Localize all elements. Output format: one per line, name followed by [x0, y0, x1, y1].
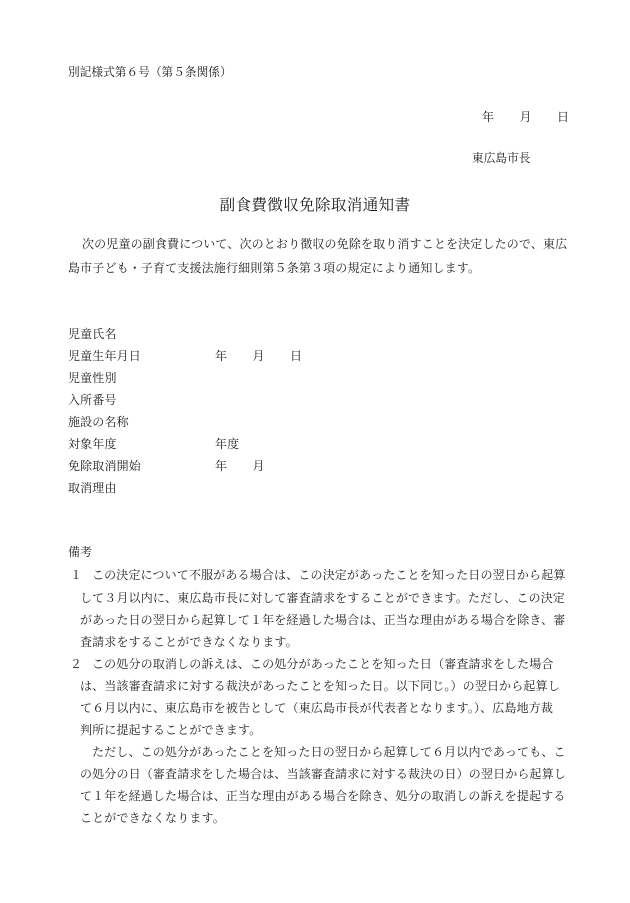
remark-line: この処分の取消しの訴えは、この処分があったことを知った日（審査請求をした場合 [92, 657, 554, 671]
remark-line: して３月以内に、東広島市長に対して審査請求をすることができます。ただし、この決定 [80, 591, 566, 605]
remark-number: ２ [70, 657, 83, 671]
field-label-gender: 児童性別 [68, 371, 117, 385]
intro-line: 島市子ども・子育て支援法施行細則第５条第３項の規定により通知します。 [68, 261, 481, 275]
remark-line: この決定について不服がある場合は、この決定があったことを知った日の翌日から起算 [92, 568, 566, 582]
issuer: 東広島市長 [472, 151, 531, 165]
remark-line: は、当該審査請求に対する裁決があったことを知った日。以下同じ。）の翌日から起算し [80, 679, 560, 693]
remark-line: て６月以内に、東広島市を被告として（東広島市長が代表者となります。）、広島地方裁 [80, 701, 554, 715]
field-label-target-year: 対象年度 [68, 437, 117, 451]
date-line: 年 月 日 [482, 110, 570, 124]
field-label-cancel-reason: 取消理由 [68, 481, 117, 495]
field-label-child-name: 児童氏名 [68, 327, 117, 341]
remarks-heading: 備考 [68, 545, 93, 559]
remark-line: があった日の翌日から起算して１年を経過した場合は、正当な理由がある場合を除き、審 [80, 613, 566, 627]
remark-proviso-line: の処分の日（審査請求をした場合は、当該審査請求に対する裁決の日）の翌日から起算し [80, 767, 567, 781]
remark-line: 査請求をすることができなくなります。 [80, 635, 298, 649]
remark-proviso-line: ことができなくなります。 [80, 811, 225, 825]
remark-proviso-line: て１年を経過した場合は、正当な理由がある場合を除き、処分の取消しの訴えを提起する [80, 789, 566, 803]
intro-line: 次の児童の副食費について、次のとおり徴収の免除を取り消すことを決定したので、東広 [82, 237, 568, 251]
field-value-birthdate: 年 月 日 [215, 349, 303, 363]
document-title: 副食費徴収免除取消通知書 [219, 196, 411, 214]
form-number: 別記様式第６号（第５条関係） [68, 65, 232, 79]
field-label-cancel-start: 免除取消開始 [68, 459, 141, 473]
field-value-cancel-start: 年 月 [215, 459, 266, 473]
remark-number: １ [70, 568, 83, 582]
remark-proviso-line: ただし、この処分があったことを知った日の翌日から起算して６月以内であっても、こ [92, 745, 566, 759]
field-label-birthdate: 児童生年月日 [68, 349, 141, 363]
field-label-enrollment-number: 入所番号 [68, 393, 117, 407]
field-label-facility-name: 施設の名称 [68, 415, 129, 429]
remark-line: 判所に提起することができます。 [80, 723, 262, 737]
field-value-target-year: 年度 [215, 437, 240, 451]
